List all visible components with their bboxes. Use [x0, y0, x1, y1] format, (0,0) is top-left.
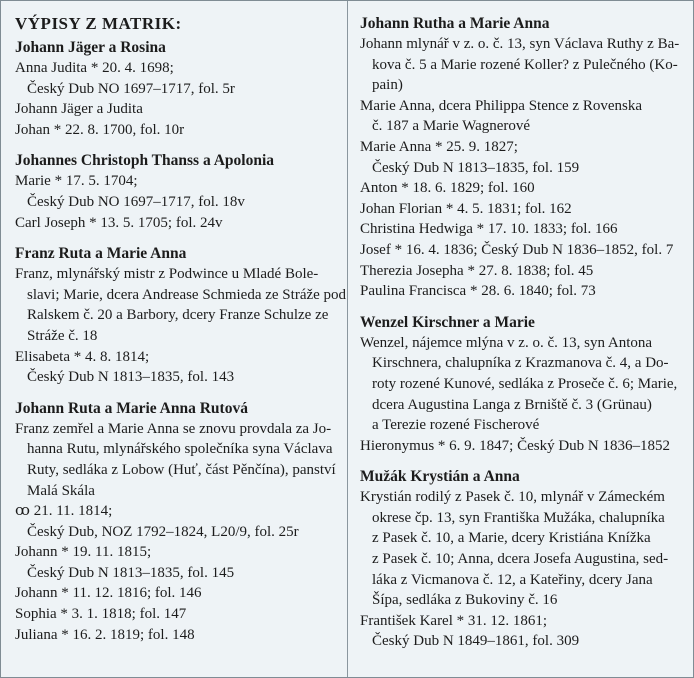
- record-title: Johannes Christoph Thanss a Apolonia: [15, 152, 275, 170]
- record-title: Franz Ruta a Marie Anna: [15, 245, 187, 263]
- record-entry: [15, 37, 341, 140]
- record-line: Ralskem č. 20 a Barbory, dcery Franze Schulze ze: [27, 307, 329, 324]
- record-line: hanna Rutu, mlynářského společníka syna Václava: [27, 441, 333, 458]
- record-line: Therezia Josepha * 27. 8. 1838; fol. 45: [360, 262, 594, 279]
- record-line: Šípa, sedláka z Bukoviny č. 16: [372, 592, 558, 609]
- record-title: Wenzel Kirschner a Marie: [360, 313, 535, 331]
- right-entries: [360, 13, 687, 652]
- record-line: Český Dub, NOZ 1792–1824, L20/9, fol. 25r: [27, 523, 299, 540]
- record-entry: [360, 13, 687, 302]
- record-title: Johann Rutha a Marie Anna: [360, 15, 550, 32]
- record-line: Johann Jäger a Judita: [15, 101, 143, 118]
- record-line: kova č. 5 a Marie rozené Koller? z Pulečného (Ko-: [372, 56, 678, 73]
- record-line: Johann mlynář v z. o. č. 13, syn Václava Ruthy z Ba-: [360, 36, 680, 52]
- record-line: Johan * 22. 8. 1700, fol. 10r: [15, 121, 185, 138]
- record-line: ꝏ 21. 11. 1814;: [15, 503, 113, 520]
- record-line: Český Dub NO 1697–1717, fol. 18v: [27, 193, 245, 210]
- record-line: Wenzel, nájemce mlýna v z. o. č. 13, syn Antona: [360, 334, 653, 351]
- record-line: Johann * 19. 11. 1815;: [15, 544, 152, 561]
- record-entry: [15, 150, 341, 233]
- record-entry: [360, 312, 687, 457]
- record-title: Johann Ruta a Marie Anna Rutová: [15, 399, 248, 417]
- right-column: [347, 1, 693, 677]
- record-line: Paulina Francisca * 28. 6. 1840; fol. 73: [360, 283, 596, 300]
- record-title: Mužák Krystián a Anna: [360, 468, 520, 486]
- record-line: Josef * 16. 4. 1836; Český Dub N 1836–1852, fol. 7: [360, 241, 674, 258]
- record-line: dcera Augustina Langa z Brniště č. 3 (Grünau): [372, 396, 652, 413]
- record-line: Český Dub N 1849–1861, fol. 309: [372, 633, 580, 650]
- left-entries: [15, 37, 347, 645]
- record-line: a Terezie rozené Fischerové: [372, 417, 540, 434]
- record-title: Johann Jäger a Rosina: [15, 39, 166, 56]
- record-line: Marie Anna, dcera Philippa Stence z Rovenska: [360, 97, 642, 114]
- record-line: Stráže č. 18: [27, 327, 98, 344]
- record-line: Kirschnera, chalupníka z Krazmanova č. 4, a Do-: [372, 355, 669, 372]
- record-line: Sophia * 3. 1. 1818; fol. 147: [15, 606, 187, 623]
- record-line: Marie Anna * 25. 9. 1827;: [360, 138, 518, 155]
- record-line: Elisabeta * 4. 8. 1814;: [15, 348, 150, 365]
- record-line: Marie * 17. 5. 1704;: [15, 173, 138, 190]
- record-line: z Pasek č. 10, a Marie, dcery Kristiána Knížka: [372, 530, 651, 547]
- record-line: Anna Judita * 20. 4. 1698;: [15, 60, 174, 76]
- record-line: Český Dub N 1813–1835, fol. 143: [27, 369, 235, 386]
- record-line: František Karel * 31. 12. 1861;: [360, 612, 548, 629]
- record-line: Ruty, sedláka z Lobow (Huť, část Pěnčína), panství: [27, 461, 336, 478]
- record-line: Český Dub N 1813–1835, fol. 159: [372, 159, 580, 176]
- record-line: Juliana * 16. 2. 1819; fol. 148: [15, 626, 195, 643]
- record-line: č. 187 a Marie Wagnerové: [372, 118, 531, 135]
- record-line: Franz, mlynářský mistr z Podwince u Mladé Bole-: [15, 266, 319, 283]
- record-entry: [360, 466, 687, 652]
- record-entry: [15, 243, 347, 388]
- left-column: [1, 1, 347, 677]
- record-line: Český Dub N 1813–1835, fol. 145: [27, 564, 235, 581]
- record-line: Malá Skála: [27, 482, 95, 499]
- record-line: okrese čp. 13, syn Františka Mužáka, chalupníka: [372, 509, 665, 526]
- record-line: Franz zemřel a Marie Anna se znovu provdala za Jo-: [15, 420, 332, 437]
- record-line: roty rozené Kunové, sedláka z Proseče č. 6; Marie,: [372, 375, 678, 392]
- record-line: Anton * 18. 6. 1829; fol. 160: [360, 180, 535, 197]
- record-line: Hieronymus * 6. 9. 1847; Český Dub N 1836–1852: [360, 437, 670, 454]
- record-line: slavi; Marie, dcera Andrease Schmieda ze Stráže pod: [27, 286, 347, 303]
- record-line: Český Dub NO 1697–1717, fol. 5r: [27, 80, 235, 97]
- record-line: pain): [372, 77, 403, 94]
- record-line: z Pasek č. 10; Anna, dcera Josefa Augustina, sed-: [372, 551, 669, 568]
- record-line: Johann * 11. 12. 1816; fol. 146: [15, 585, 202, 602]
- page-heading: VÝPISY Z MATRIK:: [15, 14, 182, 33]
- record-line: láka z Vicmanova č. 12, a Kateřiny, dcery Jana: [372, 571, 653, 588]
- record-line: Krystián rodilý z Pasek č. 10, mlynář v Zámeckém: [360, 489, 665, 506]
- record-line: Christina Hedwiga * 17. 10. 1833; fol. 166: [360, 221, 618, 238]
- record-line: Carl Joseph * 13. 5. 1705; fol. 24v: [15, 214, 223, 231]
- record-line: Johan Florian * 4. 5. 1831; fol. 162: [360, 200, 572, 217]
- record-entry: [15, 398, 341, 646]
